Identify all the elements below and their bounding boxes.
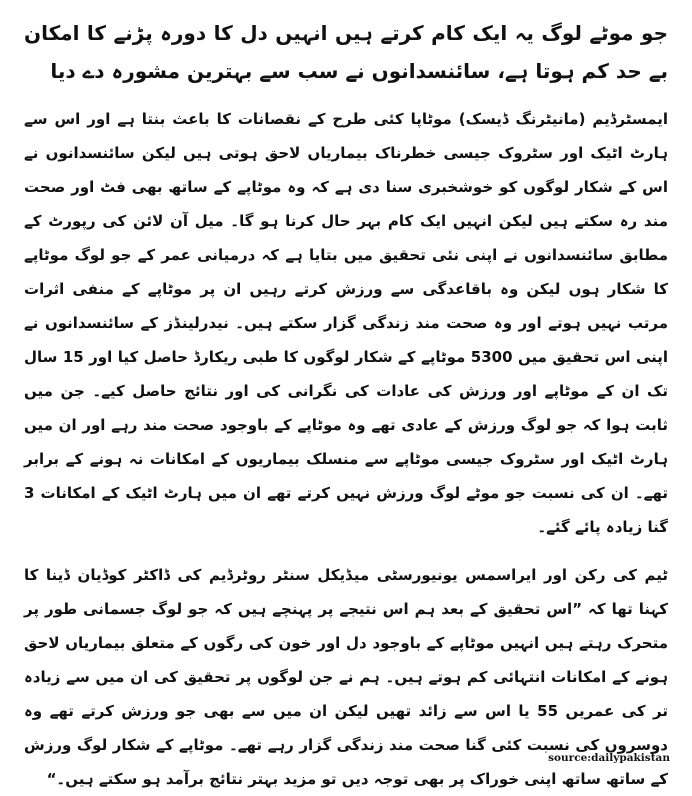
article-paragraph-1: ایمسٹرڈیم (مانیٹرنگ ڈیسک) موٹاپا کئی طرح کے نقصانات کا باعث بنتا ہے اور اس سے ہارٹ اٹیک اور سٹروک جیسی خطرناک بیماریاں لاحق ہوتی ہیں لیکن سائنسدانوں نے اس کے شکار لوگوں کو خوشخبری سنا دی ہے کہ وہ موٹاپے کے ساتھ بھی فٹ اور صحت مند رہ سکتے ہیں لیکن انہیں ایک کام بہر حال کرنا ہو گا۔ میل آن لائن کی رپورٹ کے مطابق سائنسدانوں نے اپنی نئی تحقیق میں بتایا ہے کہ درمیانی عمر کے جو لوگ موٹاپے کا شکار ہوں لیکن وہ باقاعدگی سے ورزش کرتے رہیں ان پر موٹاپے کے منفی اثرات مرتب نہیں ہوتے اور وہ صحت مند زندگی گزار سکتے ہیں۔ نیدرلینڈز کے سائنسدانوں نے اپنی اس تحقیق میں 5300 موٹاپے کے شکار لوگوں کا طبی ریکارڈ حاصل کیا اور 15 سال تک ان کے موٹاپے اور ورزش کی عادات کی نگرانی کی اور نتائج حاصل کیے۔ جن میں ثابت ہوا کہ جو لوگ ورزش کے عادی تھے وہ موٹاپے کے باوجود صحت مند رہے اور ان میں ہارٹ اٹیک اور سٹروک جیسی موٹاپے سے منسلک بیماریوں کے امکانات نہ ہونے کے برابر تھے۔ ان کی نسبت جو موٹے لوگ ورزش نہیں کرتے تھے ان میں ہارٹ اٹیک کے امکانات 3 گنا زیادہ پائے گئے۔ [24, 110, 669, 536]
article-paragraph-2: ٹیم کی رکن اور ایراسمس یونیورسٹی میڈیکل سنٹر روٹرڈیم کی ڈاکٹر کوڈیان ڈینا کا کہنا تھا کہ ”اس تحقیق کے بعد ہم اس نتیجے پر پہنچے ہیں کہ جو لوگ جسمانی طور پر متحرک رہتے ہیں انہیں موٹاپے کے باوجود دل اور خون کی رگوں کے متعلق بیماریاں لاحق ہونے کے امکانات انتہائی کم ہوتے ہیں۔ ہم نے جن لوگوں پر تحقیق کی ان میں سے زیادہ تر کی عمریں 55 یا اس سے زائد تھیں لیکن ان میں سے بھی جو ورزش کرتے تھے وہ دوسروں کی نسبت کئی گنا صحت مند زندگی گزار رہے تھے۔ موٹاپے کے شکار لوگ ورزش کے ساتھ ساتھ اپنی خوراک پر بھی توجہ دیں تو مزید بہتر نتائج برآمد ہو سکتے ہیں۔“ [24, 566, 668, 788]
article-headline: جو موٹے لوگ یہ ایک کام کرتے ہیں انہیں دل کا دورہ پڑنے کا امکان بے حد کم ہوتا ہے، سائنسدانوں نے سب سے بہترین مشورہ دے دیا [24, 21, 668, 83]
source-credit: source:dailypakistan [548, 752, 670, 764]
